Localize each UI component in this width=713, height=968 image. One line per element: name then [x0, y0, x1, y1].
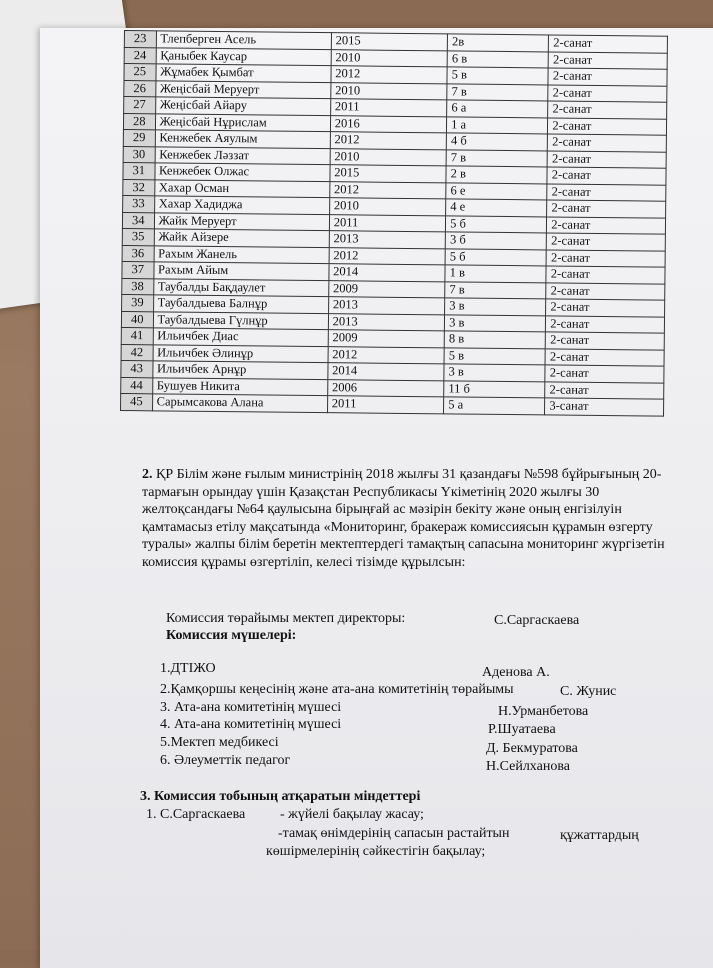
row-number: 31 [123, 162, 155, 179]
category-cell: 2-санат [546, 282, 665, 300]
student-name: Таубалдыева Гүлнұр [153, 311, 328, 329]
birth-year: 2011 [327, 396, 444, 414]
member-role: 4. Ата-ана комитетінің мүшесі [160, 717, 342, 732]
student-roster-table [120, 30, 668, 416]
class-cell: 6 е [446, 182, 547, 200]
class-cell: 5 в [447, 67, 548, 85]
member-name: Д. Бекмуратова [486, 741, 578, 756]
student-name: Кенжебек Аяулым [155, 130, 330, 148]
row-number: 28 [123, 113, 155, 130]
commission-chair-name: С.Саргаскаева [494, 613, 580, 628]
birth-year: 2013 [328, 313, 445, 331]
student-name: Ильичбек Әлинұр [153, 344, 328, 362]
class-cell: 5 б [446, 215, 547, 233]
birth-year: 2015 [330, 165, 447, 183]
row-number: 23 [124, 31, 156, 48]
class-cell: 4 б [446, 133, 547, 151]
duty-item: - жүйелі бақылау жасау; [280, 807, 424, 822]
row-number: 27 [124, 97, 156, 114]
member-role: 5.Мектеп медбикесі [160, 735, 279, 750]
row-number: 34 [122, 212, 154, 229]
row-number: 44 [121, 377, 153, 394]
commission-chair-label: Комиссия төрайымы мектеп директоры: [166, 611, 406, 626]
row-number: 26 [124, 80, 156, 97]
category-cell: 3-санат [545, 398, 664, 416]
student-name: Жұмабек Қымбат [156, 64, 331, 82]
row-number: 35 [122, 228, 154, 245]
category-cell: 2-санат [545, 365, 664, 383]
birth-year: 2012 [328, 346, 445, 364]
class-cell: 2 в [446, 166, 547, 184]
student-name: Кенжебек Олжас [154, 163, 329, 181]
member-name: Н.Урманбетова [498, 704, 589, 719]
class-cell: 7 в [447, 83, 548, 101]
birth-year: 2013 [329, 231, 446, 249]
duty-item: -тамақ өнімдерінің сапасын растайтын [278, 826, 510, 841]
student-name: Рахым Айым [153, 262, 328, 280]
birth-year: 2012 [331, 66, 448, 84]
class-cell: 3 в [445, 298, 546, 316]
row-number: 30 [123, 146, 155, 163]
category-cell: 2-санат [548, 51, 667, 69]
category-cell: 2-санат [545, 348, 664, 366]
birth-year: 2006 [327, 379, 444, 397]
category-cell: 2-санат [546, 249, 665, 267]
birth-year: 2014 [329, 264, 446, 282]
birth-year: 2009 [328, 280, 445, 298]
class-cell: 7 в [446, 149, 547, 167]
row-number: 36 [122, 245, 154, 262]
birth-year: 2013 [328, 297, 445, 315]
student-name: Ильичбек Арнұр [152, 361, 327, 379]
birth-year: 2012 [329, 247, 446, 265]
row-number: 43 [121, 360, 153, 377]
birth-year: 2015 [331, 33, 448, 51]
category-cell: 2-санат [548, 134, 667, 152]
row-number: 41 [121, 327, 153, 344]
birth-year: 2010 [331, 49, 448, 67]
birth-year: 2010 [329, 198, 446, 216]
class-cell: 3 в [445, 314, 546, 332]
birth-year: 2011 [330, 99, 447, 117]
row-number: 45 [121, 393, 153, 410]
student-name: Рахым Жанель [154, 245, 329, 263]
student-name: Ильичбек Диас [153, 328, 328, 346]
class-cell: 2в [447, 34, 548, 52]
birth-year: 2011 [329, 214, 446, 232]
category-cell: 2-санат [546, 332, 665, 350]
member-name: Аденова А. [482, 665, 550, 680]
class-cell: 8 в [444, 331, 545, 349]
class-cell: 1 а [447, 116, 548, 134]
duty-item: көшірмелерінің сәйкестігін бақылау; [266, 844, 486, 859]
category-cell: 2-санат [548, 117, 667, 135]
row-number: 40 [121, 311, 153, 328]
category-cell: 2-санат [547, 150, 666, 168]
class-cell: 3 в [444, 364, 545, 382]
row-number: 37 [122, 261, 154, 278]
section-2-text: ҚР Білім және ғылым министрінің 2018 жылғы 31 қазандағы №598 бұйрығының 20- тармағын орындау үшін Қазақстан Республикасы Үкіметінің 2020 жылғы 30 желтоқсандағы №64 қаулысына бірыңғай ас мәзірін бекіту және оның енгізілуін қамтамасыз етілу мақсатында «Мониторинг, бракераж комиссиясын құрамын өзгерту туралы» жалпы білім беретін мектептердегі тамақтың сапасына мониторинг жүргізетін комиссия құрамы өзгертіліп, келесі тізімде құрылсын: [142, 467, 665, 570]
category-cell: 2-санат [548, 101, 667, 119]
section-2-number: 2. [142, 467, 153, 482]
member-role: 3. Ата-ана комитетінің мүшесі [160, 700, 342, 715]
row-number: 33 [123, 195, 155, 212]
commission-members-title: Комиссия мүшелері: [166, 628, 297, 643]
student-name: Хахар Хадиджа [154, 196, 329, 214]
category-cell: 2-санат [547, 216, 666, 234]
class-cell: 7 в [445, 281, 546, 299]
student-name: Жайк Айзере [154, 229, 329, 247]
birth-year: 2012 [330, 132, 447, 150]
class-cell: 1 в [445, 265, 546, 283]
member-role: 6. Әлеуметтік педагог [160, 753, 291, 768]
student-name: Сарымсакова Алана [152, 394, 327, 412]
class-cell: 4 е [446, 199, 547, 217]
category-cell: 2-санат [547, 167, 666, 185]
student-name: Тлепберген Асель [156, 31, 331, 49]
class-cell: 6 в [447, 50, 548, 68]
member-role: 1.ДТІЖО [160, 661, 216, 676]
row-number: 24 [124, 47, 156, 64]
student-name: Кенжебек Ләззат [155, 146, 330, 164]
member-name: С. Жунис [560, 684, 617, 699]
member-name: Н.Сейлханова [486, 759, 570, 774]
category-cell: 2-санат [547, 233, 666, 251]
birth-year: 2016 [330, 115, 447, 133]
category-cell: 2-санат [548, 68, 667, 86]
student-name: Бушуев Никита [152, 377, 327, 395]
member-role: 2.Қамқоршы кеңесінің және ата-ана комитетінің төрайымы [160, 682, 514, 697]
category-cell: 2-санат [549, 35, 668, 53]
class-cell: 5 в [444, 347, 545, 365]
birth-year: 2014 [328, 363, 445, 381]
student-name: Жеңісбай Нұрислам [155, 113, 330, 131]
birth-year: 2009 [328, 330, 445, 348]
class-cell: 11 б [444, 380, 545, 398]
student-name: Жеңісбай Айару [155, 97, 330, 115]
student-name: Таубалдыева Балнұр [153, 295, 328, 313]
category-cell: 2-санат [548, 84, 667, 102]
category-cell: 2-санат [546, 315, 665, 333]
row-number: 29 [123, 129, 155, 146]
birth-year: 2010 [330, 148, 447, 166]
class-cell: 3 б [445, 232, 546, 250]
section-2-paragraph [142, 466, 682, 571]
birth-year: 2012 [329, 181, 446, 199]
row-number: 25 [124, 64, 156, 81]
category-cell: 2-санат [547, 200, 666, 218]
category-cell: 2-санат [547, 183, 666, 201]
student-name: Жайк Меруерт [154, 212, 329, 230]
student-name: Таубалды Бақдаулет [153, 278, 328, 296]
row-number: 38 [122, 278, 154, 295]
duty-person-name: 1. С.Саргаскаева [146, 807, 246, 822]
category-cell: 2-санат [546, 299, 665, 317]
student-name: Хахар Осман [154, 179, 329, 197]
class-cell: 5 б [445, 248, 546, 266]
student-name: Қаныбек Каусар [156, 47, 331, 65]
student-name: Жеңісбай Меруерт [155, 80, 330, 98]
category-cell: 2-санат [545, 381, 664, 399]
row-number: 42 [121, 344, 153, 361]
birth-year: 2010 [331, 82, 448, 100]
section-3-title: 3. Комиссия тобының атқаратын міндеттері [140, 789, 421, 804]
row-number: 39 [122, 294, 154, 311]
member-name: Р.Шуатаева [488, 722, 556, 737]
row-number: 32 [123, 179, 155, 196]
duty-item-continuation: құжаттардың [560, 828, 639, 843]
category-cell: 2-санат [546, 266, 665, 284]
class-cell: 5 а [444, 397, 545, 415]
class-cell: 6 а [447, 100, 548, 118]
